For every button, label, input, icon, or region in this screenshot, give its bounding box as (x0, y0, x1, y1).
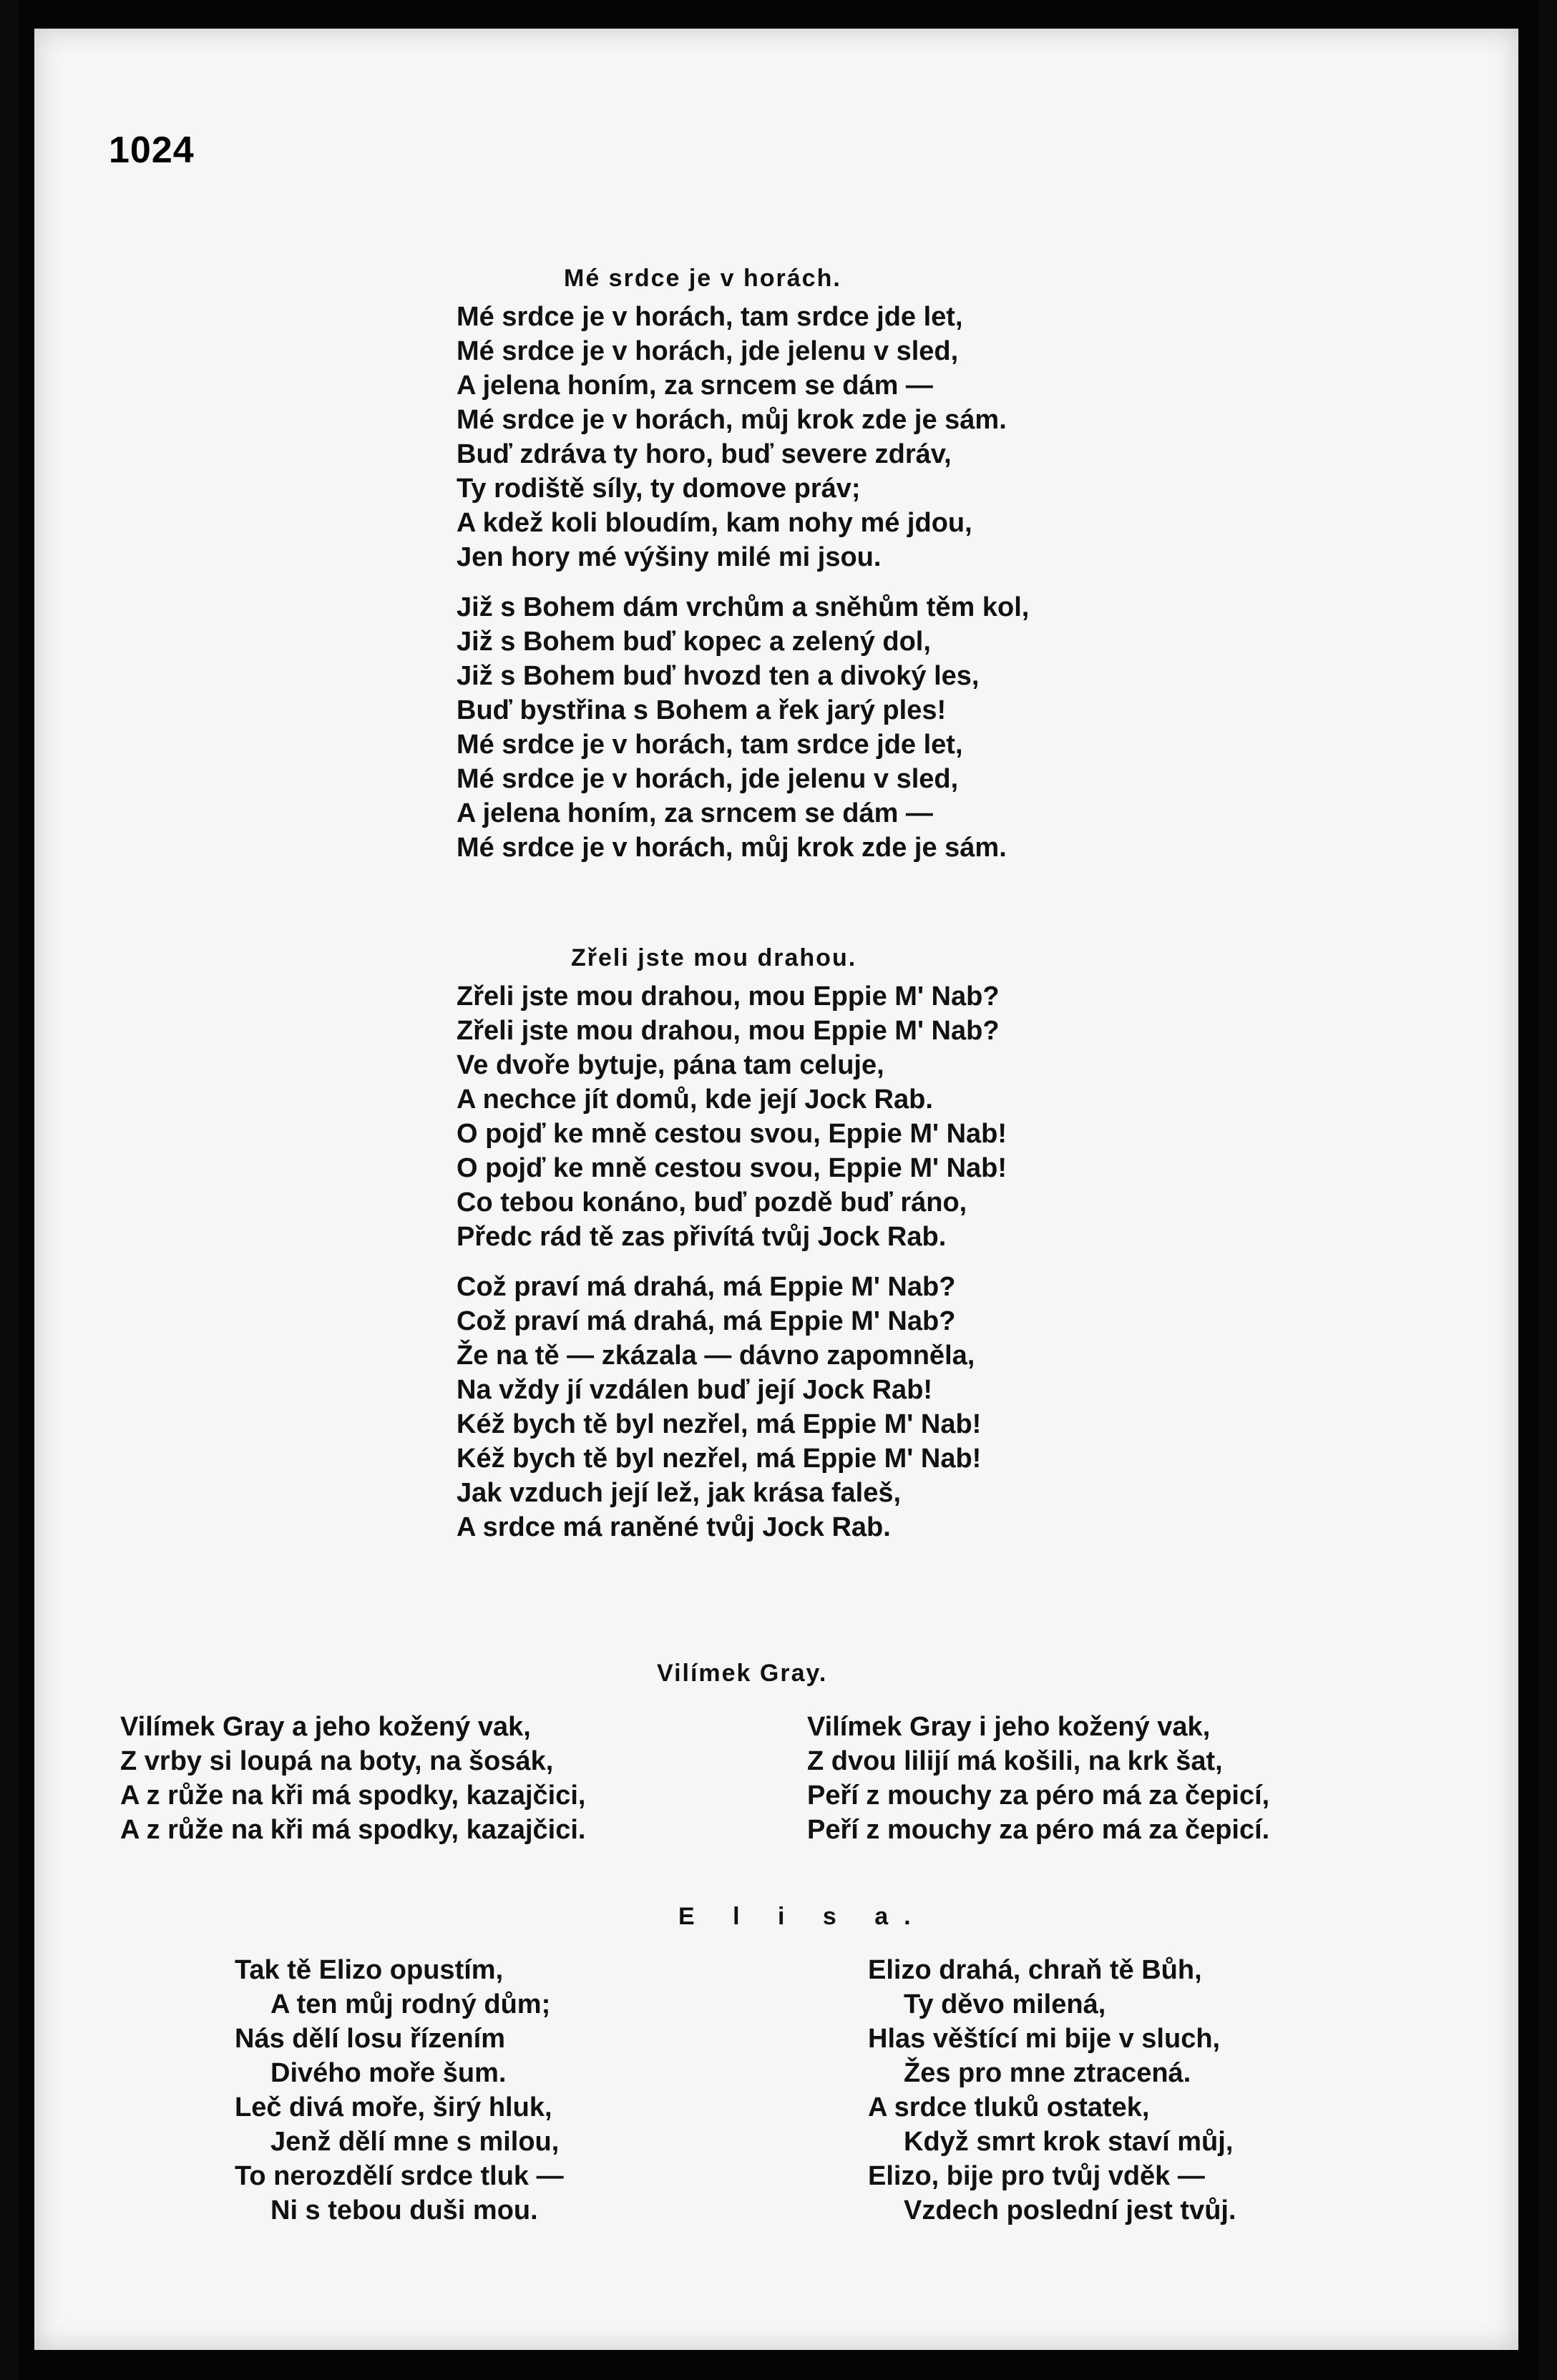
verse-line: Mé srdce je v horách, jde jelenu v sled, (457, 764, 959, 794)
verse-line: Z dvou lilijí má košili, na krk šat, (807, 1746, 1223, 1776)
verse-line: A z růže na kři má spodky, kazajčici. (120, 1815, 586, 1845)
verse-line: Vzdech poslední jest tvůj. (904, 2195, 1236, 2225)
verse-line: Jak vzduch její lež, jak krása faleš, (457, 1478, 902, 1508)
verse-line: Ni s tebou duši mou. (270, 2195, 538, 2225)
poem-elisa-left-column (235, 1953, 564, 2228)
verse-line: Mé srdce je v horách, jde jelenu v sled, (457, 336, 959, 366)
verse-line: Zřeli jste mou drahou, mou Eppie M' Nab? (457, 1016, 1000, 1046)
verse-line: Ve dvoře bytuje, pána tam celuje, (457, 1050, 884, 1080)
verse-line: Jen hory mé výšiny milé mi jsou. (457, 542, 882, 572)
verse-line: O pojď ke mně cestou svou, Eppie M' Nab! (457, 1153, 1007, 1183)
verse-line: Mé srdce je v horách, tam srdce jde let, (457, 730, 963, 760)
verse-line: Když smrt krok staví můj, (904, 2127, 1234, 2157)
verse-line: Již s Bohem dám vrchům a sněhům těm kol, (457, 592, 1030, 622)
poem-elisa-right-column (868, 1953, 1236, 2228)
verse-line: Mé srdce je v horách, můj krok zde je sám. (457, 405, 1007, 435)
verse-line: Mé srdce je v horách, můj krok zde je sám. (457, 833, 1007, 863)
verse-line: Nás dělí losu řízením (235, 2024, 505, 2054)
verse-line: Vilímek Gray a jeho kožený vak, (120, 1712, 531, 1742)
verse-line: A z růže na kři má spodky, kazajčici, (120, 1781, 586, 1811)
verse-line: Divého moře šum. (270, 2058, 507, 2088)
verse-line: Což praví má drahá, má Eppie M' Nab? (457, 1306, 956, 1336)
stanza (457, 300, 1029, 574)
verse-line: Buď zdráva ty horo, buď severe zdráv, (457, 439, 952, 469)
poem-heart-in-highlands (457, 265, 1029, 881)
verse-line: Ty děvo milená, (904, 1989, 1106, 2019)
poem-title: Zřeli jste mou drahou. (571, 944, 857, 971)
verse-line: Peří z mouchy za péro má za čepicí. (807, 1815, 1270, 1845)
poem-vilimek-gray-right-column (807, 1710, 1269, 1847)
verse-line: A srdce má raněné tvůj Jock Rab. (457, 1512, 891, 1542)
verse-line: Hlas věštící mi bije v sluch, (868, 2024, 1221, 2054)
verse-line: Elizo drahá, chraň tě Bůh, (868, 1955, 1202, 1985)
verse-line: Peří z mouchy za péro má za čepicí, (807, 1781, 1270, 1811)
verse-line: Leč divá moře, širý hluk, (235, 2092, 552, 2122)
verse-line: Z vrby si loupá na boty, na šosák, (120, 1746, 554, 1776)
verse-line: Již s Bohem buď kopec a zelený dol, (457, 627, 931, 657)
verse-line: Kéž bych tě byl nezřel, má Eppie M' Nab! (457, 1409, 982, 1439)
verse-line: A ten můj rodný dům; (270, 1989, 551, 2019)
verse-line: Tak tě Elizo opustím, (235, 1955, 504, 1985)
verse-line: Buď bystřina s Bohem a řek jarý ples! (457, 695, 947, 725)
verse-line: A srdce tluků ostatek, (868, 2092, 1150, 2122)
poem-vilimek-gray-left-column (120, 1710, 586, 1847)
verse-line: A nechce jít domů, kde její Jock Rab. (457, 1084, 933, 1115)
verse-line: Již s Bohem buď hvozd ten a divoký les, (457, 661, 980, 691)
verse-line: Což praví má drahá, má Eppie M' Nab? (457, 1272, 956, 1302)
stanza (457, 979, 1007, 1254)
poem-title-vilimek-gray: Vilímek Gray. (657, 1660, 828, 1687)
document-page (34, 29, 1518, 2350)
stanza (457, 590, 1029, 865)
verse-line: Předc rád tě zas přivítá tvůj Jock Rab. (457, 1222, 947, 1252)
right-scan-edge (1538, 0, 1557, 2380)
poem-title: Mé srdce je v horách. (564, 265, 841, 292)
verse-line: O pojď ke mně cestou svou, Eppie M' Nab! (457, 1119, 1007, 1149)
left-scan-edge (0, 0, 19, 2380)
page-number: 1024 (109, 129, 195, 171)
verse-line: Že na tě — zkázala — dávno zapomněla, (457, 1341, 975, 1371)
verse-line: A jelena honím, za srncem se dám — (457, 371, 933, 401)
verse-line: Na vždy jí vzdálen buď její Jock Rab! (457, 1375, 933, 1405)
poem-eppie (457, 944, 1007, 1560)
poem-title-elisa: E l i s a. (678, 1903, 927, 1930)
verse-line: Vilímek Gray i jeho kožený vak, (807, 1712, 1211, 1742)
verse-line: Co tebou konáno, buď pozdě buď ráno, (457, 1187, 967, 1218)
verse-line: To nerozdělí srdce tluk — (235, 2161, 564, 2191)
verse-line: Žes pro mne ztracená. (904, 2058, 1191, 2088)
verse-line: Kéž bych tě byl nezřel, má Eppie M' Nab! (457, 1444, 982, 1474)
verse-line: Zřeli jste mou drahou, mou Eppie M' Nab? (457, 981, 1000, 1012)
verse-line: Mé srdce je v horách, tam srdce jde let, (457, 302, 963, 332)
stanza (457, 1270, 1007, 1544)
verse-line: Ty rodiště síly, ty domove práv; (457, 474, 861, 504)
verse-line: A kdež koli bloudím, kam nohy mé jdou, (457, 508, 972, 538)
verse-line: A jelena honím, za srncem se dám — (457, 798, 933, 828)
verse-line: Jenž dělí mne s milou, (270, 2127, 560, 2157)
verse-line: Elizo, bije pro tvůj vděk — (868, 2161, 1205, 2191)
